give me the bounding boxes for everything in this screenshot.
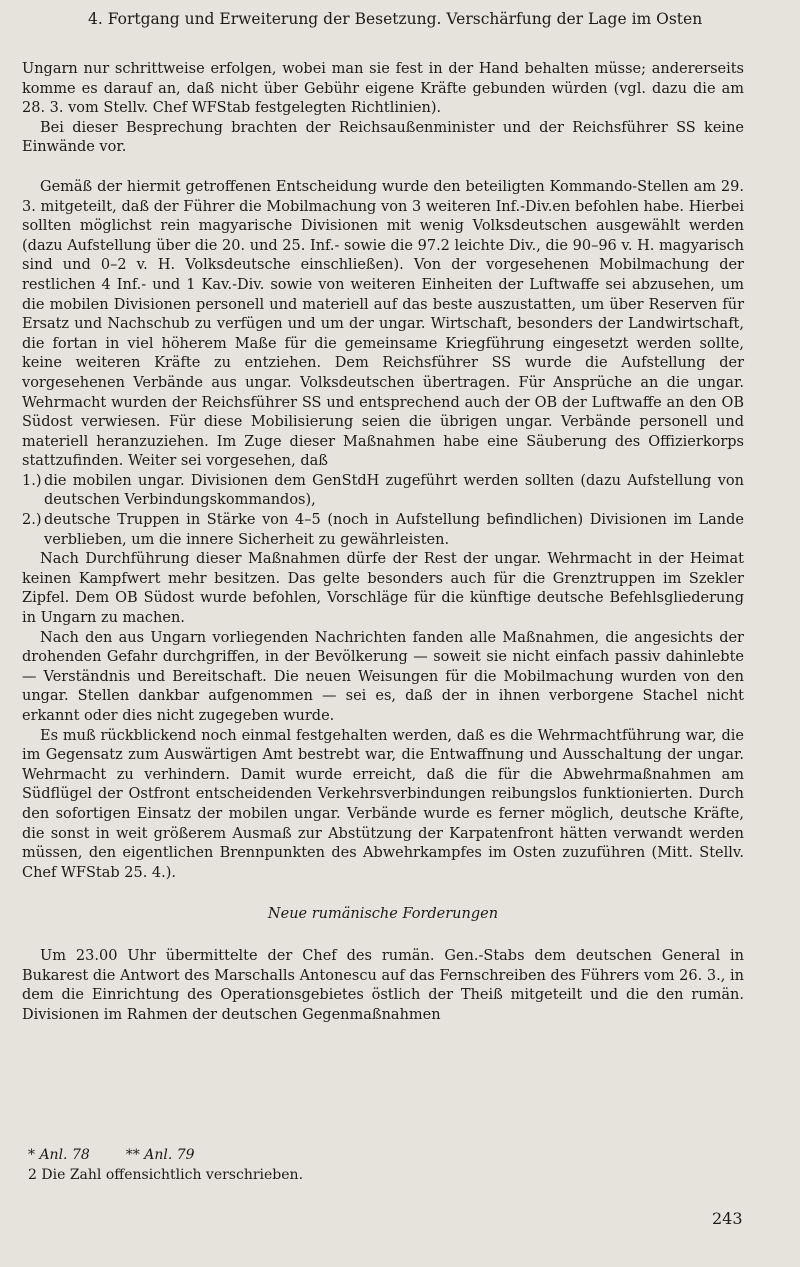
list-item-number: 2.) (22, 512, 42, 529)
footnote-refs (28, 1145, 728, 1165)
body-text (22, 60, 744, 1025)
footnote-ref-78: * Anl. 78 (28, 1147, 90, 1163)
paragraph: Nach Durchführung dieser Maßnahmen dürfe der Rest der ungar. Wehrmacht in der Heimat keinen Kampfwert mehr besitzen. Das gelte besonders auch für die Grenztruppen im Szekler Zipfel. Dem OB Südost wurde befohlen, Vorschläge für die künftige deutsche Befehlsgliederung in Ungarn zu machen. (22, 551, 744, 627)
footnote-2-mark: 2 (28, 1167, 37, 1183)
running-head: 4. Fortgang und Erweiterung der Besetzung. Verschärfung der Lage im Osten (88, 10, 703, 28)
list-item-text: deutsche Truppen in Stärke von 4–5 (noch in Aufstellung befindlichen) Divisionen im Lande verblieben, um die innere Sicherheit zu gewährleisten. (44, 512, 744, 548)
list-item (22, 472, 744, 511)
paragraph: Ungarn nur schrittweise erfolgen, wobei man sie fest in der Hand behalten müsse; andererseits komme es darauf an, daß nicht über Gebühr eigene Kräfte gebunden würden (vgl. dazu die am 28. 3. vom Stellv. Chef WFStab festgelegten Richtlinien). (22, 61, 744, 117)
footnote-2-text: Die Zahl offensichtlich verschrieben. (41, 1167, 304, 1183)
list-item-number: 1.) (22, 472, 42, 489)
paragraph: Um 23.00 Uhr übermittelte der Chef des rumän. Gen.-Stabs dem deutschen General in Bukarest die Antwort des Marschalls Antonescu auf das Fernschreiben des Führers vom 26. 3., in dem die Einrichtung des Operationsgebietes östlich der Theiß mitgeteilt und die den rumän. Divisionen im Rahmen der deutschen Gegenmaßnahmen (22, 947, 744, 1023)
paragraph: Nach den aus Ungarn vorliegenden Nachrichten fanden alle Maßnahmen, die angesichts der drohenden Gefahr durchgriffen, in der Bevölkerung — soweit sie nicht einfach passiv dahinlebte — Verständnis und Bereitschaft. Die neuen Weisungen für die Mobilmachung wurden von den ungar. Stellen dankbar aufgenommen — sei es, daß der in ihnen verborgene Stachel nicht erkannt oder dies nicht zugegeben wurde. (22, 629, 744, 724)
paragraph: Es muß rückblickend noch einmal festgehalten werden, daß es die Wehrmachtführung war, die im Gegensatz zum Auswärtigen Amt bestrebt war, die Entwaffnung und Ausschaltung der ungar. Wehrmacht zu verhindern. Damit wurde erreicht, daß die für die Abwehrmaßnahmen am Südflügel der Ostfront entscheidenden Verkehrsverbindungen reibungslos funktionierten. Durch den sofortigen Einsatz der mobilen ungar. Verbände wurde es ferner möglich, deutsche Kräfte, die sonst in weit größerem Ausmaß zur Abstützung der Karpatenfront hätten verwandt werden müssen, den eigentlichen Brennpunkten des Abwehrkampfes im Osten zuzuführen (Mitt. Stellv. Chef WFStab 25. 4.). (22, 727, 744, 881)
paragraph: Gemäß der hiermit getroffenen Entscheidung wurde den beteiligten Kommando-Stellen am 29. 3. mitgeteilt, daß der Führer die Mobilmachung von 3 weiteren Inf.-Div.en befohlen habe. Hierbei sollten möglichst rein magyarische Divisionen mit wenig Volksdeutschen ausgewählt werden (dazu Aufstellung über die 20. und 25. Inf.- sowie die 97.2 leichte Div., die 90–96 v. H. magyarisch sind und 0–2 v. H. Volksdeutsche einschließen). Von der vorgesehenen Mobilmachung der restlichen 4 Inf.- und 1 Kav.-Div. sowie von weiteren Einheiten der Luftwaffe sei abzusehen, um die mobilen Divisionen personell und materiell auf das beste auszustatten, um über Reserven für Ersatz und Nachschub zu verfügen und um der ungar. Wirtschaft, besonders der Landwirtschaft, die fortan in viel höherem Maße für die gemeinsame Kriegführung eingesetzt werden sollte, keine weiteren Kräfte zu entziehen. Dem Reichsführer SS wurde die Aufstellung der vorgesehenen Verbände aus ungar. Volksdeutschen übertragen. Für Ansprüche an die ungar. Wehrmacht wurden der Reichsführer SS und entsprechend auch der OB der Luftwaffe an den OB Südost verwiesen. Für diese Mobilisierung seien die übrigen ungar. Verbände personell und materiell heranzuziehen. Im Zuge dieser Maßnahmen habe eine Säuberung des Offizierkorps stattzufinden. Weiter sei vorgesehen, daß (22, 178, 744, 470)
paragraph: Bei dieser Besprechung brachten der Reichsaußenminister und der Reichsführer SS keine Einwände vor. (22, 119, 744, 156)
list-item-text: die mobilen ungar. Divisionen dem GenStdH zugeführt werden sollten (dazu Aufstellung von deutschen Verbindungskommandos), (44, 472, 744, 509)
section-subheading: Neue rumänische Forderungen (267, 906, 499, 923)
list-item (22, 511, 744, 550)
footnote-2 (28, 1165, 728, 1185)
page-number: 243 (712, 1209, 743, 1228)
footnotes (28, 1145, 728, 1185)
footnote-ref-79: ** Anl. 79 (125, 1147, 195, 1163)
